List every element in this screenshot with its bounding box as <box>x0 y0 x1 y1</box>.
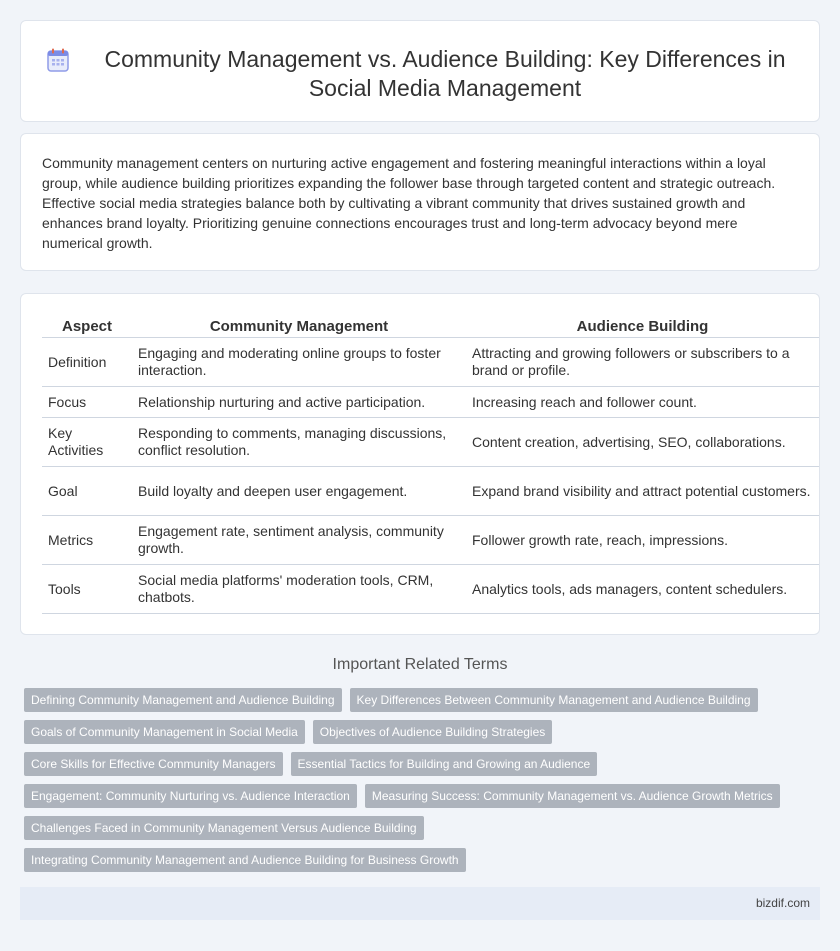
related-term-tag[interactable]: Core Skills for Effective Community Managers <box>24 752 283 776</box>
row-aspect: Definition <box>42 338 132 387</box>
table-row <box>42 338 819 387</box>
footer-site-link[interactable]: bizdif.com <box>755 896 810 910</box>
related-term-tag[interactable]: Measuring Success: Community Management vs. Audience Growth Metrics <box>365 784 780 808</box>
header-community-management: Community Management <box>132 314 466 338</box>
row-community-management: Relationship nurturing and active participation. <box>132 387 466 418</box>
row-audience-building: Content creation, advertising, SEO, collaborations. <box>466 418 819 467</box>
table-row <box>42 387 819 418</box>
row-community-management: Responding to comments, managing discussions, conflict resolution. <box>132 418 466 467</box>
comparison-table-card <box>20 293 820 635</box>
row-community-management: Engaging and moderating online groups to foster interaction. <box>132 338 466 387</box>
table-row <box>42 565 819 614</box>
row-audience-building: Increasing reach and follower count. <box>466 387 819 418</box>
row-audience-building: Attracting and growing followers or subscribers to a brand or profile. <box>466 338 819 387</box>
intro-card <box>20 133 820 271</box>
page-title: Community Management vs. Audience Building: Key Differences in Social Media Management <box>104 46 786 101</box>
related-term-tag[interactable]: Essential Tactics for Building and Growing an Audience <box>291 752 598 776</box>
row-audience-building: Follower growth rate, reach, impressions. <box>466 516 819 565</box>
calendar-icon <box>47 48 69 72</box>
table-row <box>42 467 819 516</box>
header-audience-building: Audience Building <box>466 314 819 338</box>
related-term-tag[interactable]: Challenges Faced in Community Management Versus Audience Building <box>24 816 424 840</box>
related-terms-heading: Important Related Terms <box>332 656 508 673</box>
footer <box>20 887 820 920</box>
header-aspect: Aspect <box>42 314 132 338</box>
row-audience-building: Expand brand visibility and attract potential customers. <box>466 467 819 516</box>
row-aspect: Key Activities <box>42 418 132 467</box>
title-card <box>20 20 820 122</box>
row-audience-building: Analytics tools, ads managers, content schedulers. <box>466 565 819 614</box>
row-aspect: Focus <box>42 387 132 418</box>
related-term-tag[interactable]: Goals of Community Management in Social Media <box>24 720 305 744</box>
related-term-tag[interactable]: Key Differences Between Community Management and Audience Building <box>350 688 758 712</box>
row-aspect: Goal <box>42 467 132 516</box>
row-community-management: Social media platforms' moderation tools, CRM, chatbots. <box>132 565 466 614</box>
row-community-management: Engagement rate, sentiment analysis, community growth. <box>132 516 466 565</box>
related-terms-list <box>24 688 804 880</box>
intro-paragraph: Community management centers on nurturing active engagement and fostering meaningful interactions within a loyal group, while audience building prioritizes expanding the follower base through targeted content and strategic outreach. Effective social media strategies balance both by cultivating a vibrant community that drives sustained growth and enhances brand loyalty. Prioritizing genuine connections encourages trust and long-term advocacy beyond mere numerical growth. <box>42 155 776 251</box>
table-header-row <box>42 314 819 338</box>
table-row <box>42 418 819 467</box>
related-term-tag[interactable]: Engagement: Community Nurturing vs. Audience Interaction <box>24 784 357 808</box>
related-term-tag[interactable]: Objectives of Audience Building Strategies <box>313 720 552 744</box>
row-aspect: Tools <box>42 565 132 614</box>
row-aspect: Metrics <box>42 516 132 565</box>
related-term-tag[interactable]: Defining Community Management and Audience Building <box>24 688 342 712</box>
related-term-tag[interactable]: Integrating Community Management and Audience Building for Business Growth <box>24 848 466 872</box>
comparison-table <box>42 314 819 614</box>
row-community-management: Build loyalty and deepen user engagement. <box>132 467 466 516</box>
table-row <box>42 516 819 565</box>
